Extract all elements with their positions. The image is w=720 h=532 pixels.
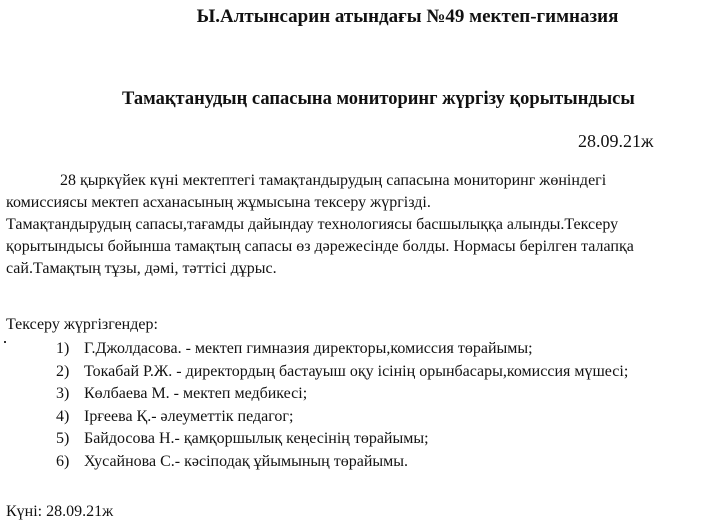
list-item <box>56 338 628 361</box>
inspectors-heading: Тексеру жүргізгендер: <box>6 316 158 333</box>
list-item-number: 1) <box>56 340 70 357</box>
list-item-text: Г.Джолдасова. - мектеп гимназия директоры,комиссия төрайымы; <box>84 340 533 357</box>
list-item-text: Токабай Р.Ж. - директордың бастауыш оқу ісінің орынбасары,комиссия мүшесі; <box>84 362 629 380</box>
list-item-text: Байдосова Н.- қамқоршылық кеңесінің төрайымы; <box>84 430 429 447</box>
list-item-number: 6) <box>56 452 70 470</box>
list-item-number: 3) <box>56 385 70 402</box>
body-line: сай.Тамақтың тұзы, дәмі, тәттісі дұрыс. <box>6 260 277 277</box>
school-name: Ы.Алтынсарин атындағы №49 мектеп-гимназия <box>196 6 619 27</box>
inspectors-list <box>56 338 628 473</box>
report-date: 28.09.21ж <box>578 131 654 151</box>
list-item-number: 4) <box>56 407 70 425</box>
list-item-number: 2) <box>56 362 70 380</box>
list-item <box>56 428 628 451</box>
body-line: Тамақтандырудың сапасы,тағамды дайындау технологиясы басшылыққа алынды.Тексеру <box>6 216 619 233</box>
body-line: комиссиясы мектеп асханасының жұмысына тексеру жүргізді. <box>6 194 431 211</box>
list-item <box>56 406 628 429</box>
list-item <box>56 451 628 474</box>
list-item-text: Хусайнова С.- кәсіподақ ұйымының төрайымы. <box>84 452 408 470</box>
body-line: қорытындысы бойынша тамақтың сапасы өз дәрежесінде болды. Нормасы берілген талапқа <box>6 238 634 255</box>
report-title: Тамақтанудың сапасына мониторинг жүргізу қорытындысы <box>122 89 635 109</box>
scan-speck <box>4 341 6 343</box>
footer-date: Күні: 28.09.21ж <box>6 503 114 520</box>
list-item <box>56 383 628 406</box>
list-item-text: Көлбаева М. - мектеп медбикесі; <box>84 385 308 402</box>
body-line: 28 қыркүйек күні мектептегі тамақтандырудың сапасына мониторинг жөніндегі <box>60 172 607 189</box>
list-item <box>56 361 628 384</box>
report-body <box>6 170 718 280</box>
list-item-number: 5) <box>56 430 70 447</box>
list-item-text: Ірғеева Қ.- әлеуметтік педагог; <box>84 407 294 425</box>
